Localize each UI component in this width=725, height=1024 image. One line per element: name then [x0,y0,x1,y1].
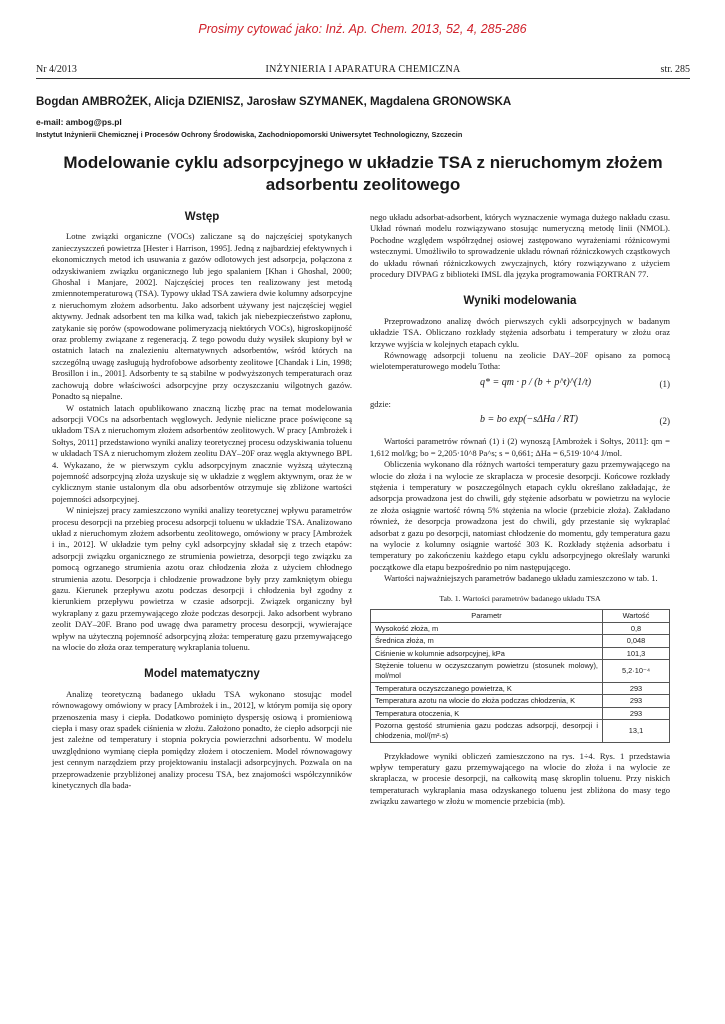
authors: Bogdan AMBROŻEK, Alicja DZIENISZ, Jarosław SZYMANEK, Magdalena GRONOWSKA [36,96,512,108]
affiliation: Instytut Inżynierii Chemicznej i Procesów Ochrony Środowiska, Zachodniopomorski Uniwersytet Technologiczny, Szczecin [36,130,463,139]
table-row [371,622,670,635]
table-cell-parameter: Ciśnienie w kolumnie adsorpcyjnej, kPa [371,647,603,660]
equation-2 [370,410,670,436]
page-number: str. 285 [660,64,690,75]
table-cell-value: 0,8 [603,622,670,635]
table-row [371,720,670,742]
table-cell-value: 293 [603,682,670,695]
table-header-value: Wartość [603,609,670,622]
table-cell-parameter: Temperatura otoczenia, K [371,707,603,720]
results-paragraph-5: Wartości najważniejszych parametrów badanego układu zamieszczono w tab. 1. [384,573,658,584]
results-paragraph-1: Przeprowadzono analizę dwóch pierwszych cykli adsorpcyjnych w badanym układzie TSA. Obliczano rozkłady stężenia adsorbatu i temperatury w złożu oraz krzywe wyjścia w kolejnych etapach cyklu. [370,315,670,349]
left-column [52,212,352,792]
issue-number: Nr 4/2013 [36,64,77,75]
model-paragraph-1: Analizę teoretyczną badanego układu TSA wykonano stosując model równowagowy omówiony w pracy [Ambrożek i in., 2012], w którym pomija się opory przenoszenia masy i ciepła. Dodatkowo pominięto dyspersję osiową i promieniową ciepła i masy oraz spadek ciśnienia w złożu. Założono ponadto, że ciepło adsorpcji nie jest zależne od temperatury i stopnia pokrycia powierzchni adsorbentu. W modelu uwzględniono wymianę ciepła pomiędzy złożem i otoczeniem. Model równowagowy jest cennym narzędziem przy projektowaniu instalacji adsorpcyjnych. Pozwala on na przeprowadzenie przybliżonej analizy procesu TSA, bez znajomości współczynników kinetycznych dla bada- [52,688,352,791]
table-row [371,707,670,720]
citation-banner: Prosimy cytować jako: Inż. Ap. Chem. 2013, 52, 4, 285-286 [198,22,527,36]
intro-paragraph-2: W ostatnich latach opublikowano znaczną liczbę prac na temat modelowania adsorpcji VOCs na adsorbentach węglowych. Jedynie nieliczne prace poświęcone są układom TSA z nieruchomym złożem adsorbentów zeolitowych. W pracy [Ambrożek i Sołtys, 2011] przedstawiono wyniki analizy teoretycznej procesu odzyskiwania toluenu w układach TSA z nieruchomym złożem zeolitu DAY–20F oraz węgla aktywnego BPL 4. Wykazano, że w pierwszym cyklu adsorpcyjnym znacznie wyższą użyteczną pojemność adsorpcyjną złoża uzyskuje się w układzie z węglem aktywnym, oraz że w cyklicznym stanie ustalonym dla obu adsorbentów otrzymuje się zbliżone wartości pojemności adsorpcyjnej. [52,402,352,504]
equation-1 [370,373,670,399]
table-cell-value: 0,048 [603,635,670,648]
author-email: e-mail: ambog@ps.pl [36,117,122,127]
intro-paragraph-1: Lotne związki organiczne (VOCs) zaliczane są do najczęściej spotykanych zanieczyszczeń powietrza [Hester i Harrison, 1995]. Jedną z najbardziej efektywnych i ekonomicznych metod ich usuwania z gazów odlotowych jest adsorpcja, połączona z odzyskiwaniem związku organicznego lub jego spalaniem [Khan i Ghoshal, 2000; Ghoshal i Manjare, 2002]. Najczęściej proces ten realizowany jest metodą zmiennotemperaturową (TSA). Typowy układ TSA zawiera dwie kolumny adsorpcyjne z nieruchomym złożem adsorbentu. Jako adsorbent używany jest najczęściej węgiel aktywny. Jednak adsorbent ten ma kilka wad, takich jak niebezpieczeństwo zapłonu, zatykanie się porów (spowodowane polimeryzacją niektórych VOCs), higroskopijność oraz problemy związane z regeneracją. Z tego powodu duży wysiłek skupiony był w ostatnich latach na znalezieniu alternatywnych adsorbentów, wśród których na szczególną uwagę zasługują hydrofobowe adsorbenty zeolitowe [Chandak i Lin, 1998; Brosillon i in., 2001]. Adsorbenty te są stabilne w podwyższonych temperaturach oraz zachowują dobre właściwości adsorpcyjne przy oczyszczaniu wilgotnych gazów. Ponadto są niepalne. [52,231,352,402]
model-paragraph-continued: nego układu adsorbat-adsorbent, których wyznaczenie wymaga dużego nakładu czasu. Układ równań modelu rozwiązywano stosując numeryczną metodę linii (NMOL). Pochodne względem współrzędnej osiowej zastępowano wyrażeniami różnicowymi wstecznymi. Umożliwiło to sprowadzenie układu równań różniczkowych cząstkowych do układu równań różniczkowych zwyczajnych, który rozwiązywano z użyciem procedury DIVPAG z biblioteki IMSL dla języka programowania FORTRAN 77. [370,212,670,280]
table-cell-value: 293 [603,695,670,708]
table-caption: Tab. 1. Wartości parametrów badanego układu TSA [439,593,601,603]
table-row [371,635,670,648]
title-line-1: Modelowanie cyklu adsorpcyjnego w układzie TSA z nieruchomym złożem [63,153,663,172]
section-heading-intro: Wstęp [184,211,220,223]
table-row [371,682,670,695]
results-paragraph-2: Równowagę adsorpcji toluenu na zeolicie DAY–20F opisano za pomocą wielotemperaturowego modelu Totha: [370,350,670,372]
journal-name: INŻYNIERIA I APARATURA CHEMICZNA [265,64,461,75]
section-heading-model: Model matematyczny [144,668,260,681]
gdzie-label: gdzie: [370,398,391,409]
table-cell-parameter: Średnica złoża, m [371,635,603,648]
table-cell-parameter: Pozorna gęstość strumienia gazu podczas adsorpcji, desorpcji i chłodzenia, mol/(m²·s) [371,720,603,742]
header-rule [36,78,690,79]
table-cell-value: 5,2·10⁻⁴ [603,660,670,682]
paper-title [36,152,690,196]
table-cell-parameter: Wysokość złoża, m [371,622,603,635]
table-cell-parameter: Temperatura azotu na wlocie do złoża podczas chłodzenia, K [371,695,603,708]
section-heading-results: Wyniki modelowania [463,295,577,308]
intro-paragraph-3: W niniejszej pracy zamieszczono wyniki analizy teoretycznej wpływu parametrów procesu desorpcji na przebieg procesu adsorpcji toluenu w układzie TSA. Analizowano układ z nieruchomym złożem adsorbentu zeolitowego, omówiony w pracy [Ambrożek i in., 2012]. W układzie tym pełny cykl adsorpcyjny składał się z trzech etapów: adsorpcji związku organicznego ze strumienia powietrza, desorpcji tego związku za pomocą ogrzanego strumienia azotu oraz chłodzenia złoża z użyciem chłodnego strumienia azotu. Desorpcja i chłodzenie prowadzone były przy zamkniętym obiegu gazu. Kierunek przepływu azotu podczas desorpcji i chłodzenia był zgodny z kierunkiem przepływu powietrza w czasie adsorpcji. Związek organiczny był wykraplany z gazu przemywającego złoże podczas desorpcji. Jako adsorbent wybrano zeolit DAY–20F. Brano pod uwagę dwa parametry procesu desorpcji, wywierające wpływ na użyteczną pojemność adsorpcyjną złoża: temperaturę gazu przemywającego na wlocie do złoża oraz temperaturę wykraplania toluenu. [52,505,352,653]
table-header-row [371,609,670,622]
table-cell-parameter: Temperatura oczyszczanego powietrza, K [371,682,603,695]
title-line-2: adsorbentu zeolitowego [265,175,461,194]
right-column [370,212,670,808]
results-paragraph-4: Obliczenia wykonano dla różnych wartości temperatury gazu przemywającego na wlocie do złoża i na wylocie ze skraplacza w procesie desorpcji. Końcowe rozkłady stężenia i temperatury w poszczególnych etapach cyklu określano zakładając, że adsorpcja prowadzona jest do chwili, gdy stężenie adsorbatu w powietrzu na wylocie ze złoża osiągnie wartość równą 5% stężenia na wlocie (przebicie złoża). Zakładano również, że desorpcja prowadzona jest do chwili, gdy przestanie się wykraplać adsorbat z gazu po desorpcji, natomiast chłodzenie do momentu, gdy temperatura gazu na wylocie z kolumny osiągnie wartość 303 K. Rozkłady stężenia adsorbatu i temperatury po zakończeniu każdego etapu cyklu adsorpcyjnego określały warunki początkowe dla etapu bezpośrednio po nim następującego. [370,459,670,572]
table-row [371,695,670,708]
equation-1-expression: q* = qm · p / (b + p^t)^(1/t) [480,376,592,388]
equation-1-number: (1) [659,378,670,389]
table-cell-value: 101,3 [603,647,670,660]
equation-2-number: (2) [659,416,670,427]
equation-2-expression: b = bo exp(−sΔHa / RT) [480,414,578,426]
table-cell-value: 293 [603,707,670,720]
table-row [371,647,670,660]
table-row [371,660,670,682]
results-paragraph-6: Przykładowe wyniki obliczeń zamieszczono na rys. 1÷4. Rys. 1 przedstawia wpływ temperatury gazu przemywającego na wlocie do złoża i na wylocie ze skraplacza, w procesie desorpcji, na całkowitą masę skroplin toluenu. Przy niskich temperaturach wykraplania masa odzyskanego toluenu jest zbliżona do masy tego związku zawartego w złożu w momencie przebicia (mb). [370,750,670,807]
parameters-table [370,609,670,743]
table-cell-parameter: Stężenie toluenu w oczyszczanym powietrzu (stosunek molowy), mol/mol [371,660,603,682]
table-cell-value: 13,1 [603,720,670,742]
table-header-parameter: Parametr [371,609,603,622]
results-paragraph-3: Wartości parametrów równań (1) i (2) wynoszą [Ambrożek i Sołtys, 2011]: qm = 1,612 mol/kg; bo = 2,205·10^8 Pa^s; s = 0,661; ΔHa = 6,519·10^4 J/mol. [370,436,670,458]
